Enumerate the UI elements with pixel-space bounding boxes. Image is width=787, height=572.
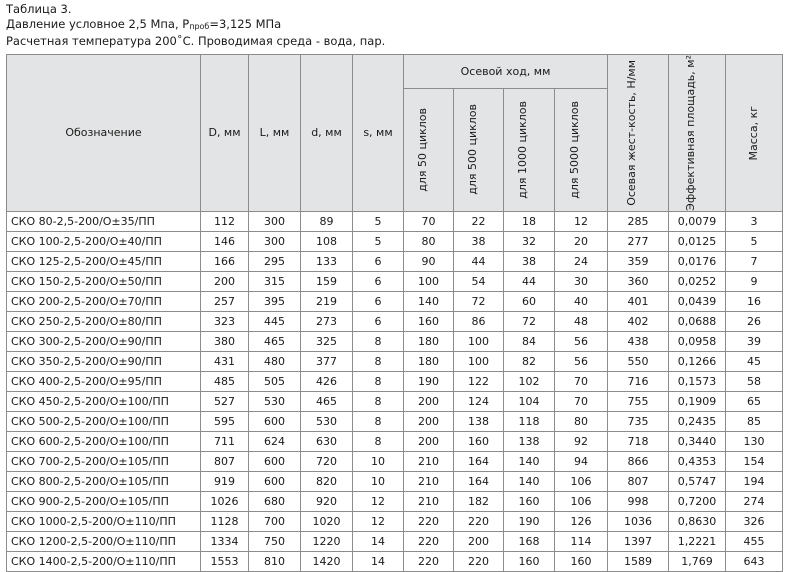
header-d: d, мм <box>301 55 353 212</box>
table-row <box>7 551 783 571</box>
table-row <box>7 291 783 311</box>
cell-stiffness: 998 <box>608 491 669 511</box>
cell-designation: СКО 350-2,5-200/О±90/ПП <box>7 351 201 371</box>
table-row <box>7 331 783 351</box>
cell-designation: СКО 500-2,5-200/О±100/ПП <box>7 411 201 431</box>
cell-d: 720 <box>301 451 353 471</box>
cell-travel-5000: 20 <box>555 231 608 251</box>
table-row <box>7 231 783 251</box>
cell-stiffness: 285 <box>608 211 669 231</box>
cell-travel-1000: 140 <box>504 451 555 471</box>
cell-D: 323 <box>201 311 249 331</box>
cell-mass: 65 <box>726 391 783 411</box>
cell-travel-50: 190 <box>404 371 454 391</box>
cell-d: 377 <box>301 351 353 371</box>
cell-D: 485 <box>201 371 249 391</box>
cell-designation: СКО 150-2,5-200/О±50/ПП <box>7 271 201 291</box>
cell-travel-5000: 92 <box>555 431 608 451</box>
header-mass-text: Масса, кг <box>747 105 761 161</box>
cell-s: 6 <box>353 251 404 271</box>
table-row <box>7 311 783 331</box>
header-cycles-5000-text: для 5000 циклов <box>568 100 582 199</box>
cell-mass: 7 <box>726 251 783 271</box>
cell-s: 6 <box>353 291 404 311</box>
cell-stiffness: 438 <box>608 331 669 351</box>
cell-s: 14 <box>353 531 404 551</box>
cell-travel-50: 200 <box>404 431 454 451</box>
cell-travel-500: 72 <box>454 291 504 311</box>
cell-travel-50: 70 <box>404 211 454 231</box>
cell-travel-500: 138 <box>454 411 504 431</box>
header-cycles-500-text: для 500 циклов <box>465 104 479 196</box>
cell-travel-500: 164 <box>454 471 504 491</box>
header-stiffness-text: Осевая жест-кость, Н/мм <box>625 60 639 206</box>
cell-travel-5000: 24 <box>555 251 608 271</box>
cell-D: 146 <box>201 231 249 251</box>
header-cycles-5000 <box>555 88 608 211</box>
cell-travel-5000: 160 <box>555 551 608 571</box>
cell-s: 5 <box>353 231 404 251</box>
cell-stiffness: 277 <box>608 231 669 251</box>
cell-L: 445 <box>249 311 301 331</box>
caption-title: Таблица 3. <box>6 2 72 16</box>
cell-mass: 9 <box>726 271 783 291</box>
cell-D: 1553 <box>201 551 249 571</box>
cell-d: 159 <box>301 271 353 291</box>
cell-s: 8 <box>353 371 404 391</box>
cell-mass: 5 <box>726 231 783 251</box>
cell-travel-50: 140 <box>404 291 454 311</box>
cell-s: 6 <box>353 271 404 291</box>
cell-travel-50: 220 <box>404 551 454 571</box>
cell-stiffness: 550 <box>608 351 669 371</box>
cell-stiffness: 1397 <box>608 531 669 551</box>
cell-D: 112 <box>201 211 249 231</box>
cell-stiffness: 402 <box>608 311 669 331</box>
cell-travel-50: 180 <box>404 351 454 371</box>
cell-travel-500: 86 <box>454 311 504 331</box>
cell-designation: СКО 125-2,5-200/О±45/ПП <box>7 251 201 271</box>
table-row <box>7 371 783 391</box>
cell-travel-1000: 38 <box>504 251 555 271</box>
cell-L: 395 <box>249 291 301 311</box>
table-row <box>7 271 783 291</box>
table-row <box>7 431 783 451</box>
cell-travel-5000: 114 <box>555 531 608 551</box>
cell-travel-50: 80 <box>404 231 454 251</box>
cell-stiffness: 360 <box>608 271 669 291</box>
cell-travel-1000: 18 <box>504 211 555 231</box>
cell-designation: СКО 600-2,5-200/О±100/ПП <box>7 431 201 451</box>
cell-travel-50: 160 <box>404 311 454 331</box>
cell-D: 595 <box>201 411 249 431</box>
cell-s: 8 <box>353 411 404 431</box>
cell-D: 807 <box>201 451 249 471</box>
cell-travel-50: 200 <box>404 411 454 431</box>
caption-temperature: Расчетная температура 200˚С. Проводимая среда - вода, пар. <box>6 34 386 48</box>
cell-travel-5000: 40 <box>555 291 608 311</box>
cell-d: 133 <box>301 251 353 271</box>
cell-area: 0,2435 <box>669 411 726 431</box>
cell-mass: 130 <box>726 431 783 451</box>
header-cycles-1000-text: для 1000 циклов <box>516 100 529 199</box>
cell-mass: 455 <box>726 531 783 551</box>
header-cycles-50-text: для 50 циклов <box>415 107 429 192</box>
cell-travel-500: 124 <box>454 391 504 411</box>
cell-area: 0,1909 <box>669 391 726 411</box>
cell-travel-50: 210 <box>404 471 454 491</box>
cell-d: 530 <box>301 411 353 431</box>
cell-L: 465 <box>249 331 301 351</box>
cell-travel-1000: 160 <box>504 551 555 571</box>
cell-travel-5000: 106 <box>555 491 608 511</box>
cell-travel-1000: 72 <box>504 311 555 331</box>
cell-D: 166 <box>201 251 249 271</box>
cell-mass: 85 <box>726 411 783 431</box>
cell-stiffness: 1589 <box>608 551 669 571</box>
cell-d: 1420 <box>301 551 353 571</box>
cell-d: 920 <box>301 491 353 511</box>
cell-travel-50: 200 <box>404 391 454 411</box>
cell-area: 0,0176 <box>669 251 726 271</box>
cell-travel-5000: 56 <box>555 331 608 351</box>
cell-travel-500: 200 <box>454 531 504 551</box>
cell-designation: СКО 300-2,5-200/О±90/ПП <box>7 331 201 351</box>
header-axial-travel: Осевой ход, мм <box>404 55 608 89</box>
cell-mass: 274 <box>726 491 783 511</box>
cell-travel-500: 44 <box>454 251 504 271</box>
cell-d: 273 <box>301 311 353 331</box>
cell-L: 505 <box>249 371 301 391</box>
cell-mass: 154 <box>726 451 783 471</box>
cell-travel-5000: 70 <box>555 371 608 391</box>
cell-L: 315 <box>249 271 301 291</box>
cell-travel-1000: 32 <box>504 231 555 251</box>
cell-mass: 194 <box>726 471 783 491</box>
cell-travel-50: 100 <box>404 271 454 291</box>
table-row <box>7 391 783 411</box>
cell-D: 527 <box>201 391 249 411</box>
cell-stiffness: 755 <box>608 391 669 411</box>
cell-travel-5000: 48 <box>555 311 608 331</box>
cell-designation: СКО 80-2,5-200/О±35/ПП <box>7 211 201 231</box>
caption-pressure <box>6 17 385 34</box>
header-D: D, мм <box>201 55 249 212</box>
cell-L: 600 <box>249 411 301 431</box>
cell-travel-500: 100 <box>454 331 504 351</box>
cell-d: 325 <box>301 331 353 351</box>
table-row <box>7 351 783 371</box>
cell-d: 219 <box>301 291 353 311</box>
cell-travel-5000: 126 <box>555 511 608 531</box>
spec-table <box>6 54 783 572</box>
cell-area: 0,7200 <box>669 491 726 511</box>
cell-d: 1220 <box>301 531 353 551</box>
cell-mass: 326 <box>726 511 783 531</box>
cell-travel-500: 220 <box>454 551 504 571</box>
cell-area: 0,4353 <box>669 451 726 471</box>
cell-travel-50: 90 <box>404 251 454 271</box>
cell-travel-1000: 102 <box>504 371 555 391</box>
cell-travel-500: 54 <box>454 271 504 291</box>
header-area-text: Эффективная площадь, м² <box>684 55 698 211</box>
cell-D: 200 <box>201 271 249 291</box>
header-area <box>669 55 726 212</box>
table-row <box>7 471 783 491</box>
cell-travel-5000: 30 <box>555 271 608 291</box>
cell-area: 0,1266 <box>669 351 726 371</box>
cell-travel-5000: 80 <box>555 411 608 431</box>
cell-D: 1334 <box>201 531 249 551</box>
cell-L: 700 <box>249 511 301 531</box>
cell-d: 465 <box>301 391 353 411</box>
cell-s: 12 <box>353 491 404 511</box>
cell-travel-500: 160 <box>454 431 504 451</box>
cell-D: 380 <box>201 331 249 351</box>
table-row <box>7 451 783 471</box>
cell-designation: СКО 400-2,5-200/О±95/ПП <box>7 371 201 391</box>
header-stiffness <box>608 55 669 212</box>
cell-d: 630 <box>301 431 353 451</box>
cell-travel-500: 182 <box>454 491 504 511</box>
cell-D: 257 <box>201 291 249 311</box>
header-designation: Обозначение <box>7 55 201 212</box>
cell-area: 0,0252 <box>669 271 726 291</box>
cell-mass: 58 <box>726 371 783 391</box>
cell-travel-500: 22 <box>454 211 504 231</box>
cell-designation: СКО 900-2,5-200/О±105/ПП <box>7 491 201 511</box>
cell-area: 0,3440 <box>669 431 726 451</box>
cell-stiffness: 807 <box>608 471 669 491</box>
cell-L: 750 <box>249 531 301 551</box>
cell-travel-50: 210 <box>404 491 454 511</box>
table-body <box>7 211 783 571</box>
table-row <box>7 531 783 551</box>
cell-travel-5000: 12 <box>555 211 608 231</box>
cell-travel-500: 164 <box>454 451 504 471</box>
table-row <box>7 511 783 531</box>
table-row <box>7 411 783 431</box>
cell-mass: 3 <box>726 211 783 231</box>
cell-s: 5 <box>353 211 404 231</box>
cell-designation: СКО 1400-2,5-200/О±110/ПП <box>7 551 201 571</box>
cell-travel-50: 220 <box>404 531 454 551</box>
cell-travel-1000: 138 <box>504 431 555 451</box>
table-container <box>6 54 782 572</box>
cell-travel-500: 38 <box>454 231 504 251</box>
cell-d: 108 <box>301 231 353 251</box>
cell-area: 0,0125 <box>669 231 726 251</box>
cell-mass: 26 <box>726 311 783 331</box>
cell-designation: СКО 200-2,5-200/О±70/ПП <box>7 291 201 311</box>
header-cycles-1000 <box>504 88 555 211</box>
caption-pressure-test: =3,125 МПа <box>209 17 282 31</box>
cell-travel-1000: 140 <box>504 471 555 491</box>
table-row <box>7 251 783 271</box>
cell-travel-5000: 70 <box>555 391 608 411</box>
cell-L: 810 <box>249 551 301 571</box>
cell-travel-1000: 190 <box>504 511 555 531</box>
cell-travel-500: 122 <box>454 371 504 391</box>
cell-stiffness: 1036 <box>608 511 669 531</box>
cell-mass: 45 <box>726 351 783 371</box>
cell-designation: СКО 1200-2,5-200/О±110/ПП <box>7 531 201 551</box>
cell-d: 426 <box>301 371 353 391</box>
cell-d: 820 <box>301 471 353 491</box>
cell-d: 1020 <box>301 511 353 531</box>
cell-s: 8 <box>353 351 404 371</box>
cell-L: 530 <box>249 391 301 411</box>
cell-stiffness: 401 <box>608 291 669 311</box>
cell-travel-50: 220 <box>404 511 454 531</box>
cell-mass: 39 <box>726 331 783 351</box>
cell-travel-5000: 94 <box>555 451 608 471</box>
cell-travel-1000: 82 <box>504 351 555 371</box>
cell-D: 919 <box>201 471 249 491</box>
cell-travel-1000: 104 <box>504 391 555 411</box>
cell-area: 0,0688 <box>669 311 726 331</box>
cell-travel-1000: 118 <box>504 411 555 431</box>
cell-area: 0,1573 <box>669 371 726 391</box>
cell-s: 14 <box>353 551 404 571</box>
cell-travel-50: 210 <box>404 451 454 471</box>
cell-stiffness: 718 <box>608 431 669 451</box>
cell-mass: 16 <box>726 291 783 311</box>
cell-mass: 643 <box>726 551 783 571</box>
table-row <box>7 491 783 511</box>
cell-stiffness: 716 <box>608 371 669 391</box>
cell-area: 0,0439 <box>669 291 726 311</box>
cell-travel-500: 100 <box>454 351 504 371</box>
cell-area: 0,8630 <box>669 511 726 531</box>
cell-travel-1000: 160 <box>504 491 555 511</box>
table-caption <box>6 2 385 49</box>
cell-s: 8 <box>353 431 404 451</box>
cell-stiffness: 735 <box>608 411 669 431</box>
cell-travel-5000: 106 <box>555 471 608 491</box>
cell-D: 431 <box>201 351 249 371</box>
cell-L: 680 <box>249 491 301 511</box>
cell-designation: СКО 250-2,5-200/О±80/ПП <box>7 311 201 331</box>
header-mass <box>726 55 783 212</box>
cell-L: 300 <box>249 211 301 231</box>
cell-area: 0,0079 <box>669 211 726 231</box>
cell-L: 600 <box>249 471 301 491</box>
cell-designation: СКО 1000-2,5-200/О±110/ПП <box>7 511 201 531</box>
cell-travel-1000: 44 <box>504 271 555 291</box>
cell-stiffness: 866 <box>608 451 669 471</box>
cell-travel-1000: 84 <box>504 331 555 351</box>
cell-D: 1026 <box>201 491 249 511</box>
cell-travel-500: 220 <box>454 511 504 531</box>
header-s: s, мм <box>353 55 404 212</box>
header-cycles-500 <box>454 88 504 211</box>
cell-area: 0,0958 <box>669 331 726 351</box>
cell-travel-1000: 168 <box>504 531 555 551</box>
cell-travel-5000: 56 <box>555 351 608 371</box>
cell-L: 300 <box>249 231 301 251</box>
cell-travel-1000: 60 <box>504 291 555 311</box>
caption-pressure-sub: проб <box>189 22 210 31</box>
cell-L: 624 <box>249 431 301 451</box>
cell-L: 295 <box>249 251 301 271</box>
caption-pressure-text: Давление условное 2,5 Мпа, P <box>6 17 190 31</box>
cell-travel-50: 180 <box>404 331 454 351</box>
cell-s: 10 <box>353 451 404 471</box>
table-row <box>7 211 783 231</box>
cell-s: 10 <box>353 471 404 491</box>
cell-D: 711 <box>201 431 249 451</box>
cell-s: 6 <box>353 311 404 331</box>
cell-designation: СКО 800-2,5-200/О±105/ПП <box>7 471 201 491</box>
header-cycles-50 <box>404 88 454 211</box>
cell-area: 0,5747 <box>669 471 726 491</box>
cell-L: 480 <box>249 351 301 371</box>
cell-area: 1,2221 <box>669 531 726 551</box>
cell-D: 1128 <box>201 511 249 531</box>
cell-stiffness: 359 <box>608 251 669 271</box>
cell-s: 12 <box>353 511 404 531</box>
cell-s: 8 <box>353 391 404 411</box>
cell-d: 89 <box>301 211 353 231</box>
cell-L: 600 <box>249 451 301 471</box>
cell-designation: СКО 700-2,5-200/О±105/ПП <box>7 451 201 471</box>
cell-designation: СКО 100-2,5-200/О±40/ПП <box>7 231 201 251</box>
header-L: L, мм <box>249 55 301 212</box>
cell-s: 8 <box>353 331 404 351</box>
cell-designation: СКО 450-2,5-200/О±100/ПП <box>7 391 201 411</box>
cell-area: 1,769 <box>669 551 726 571</box>
